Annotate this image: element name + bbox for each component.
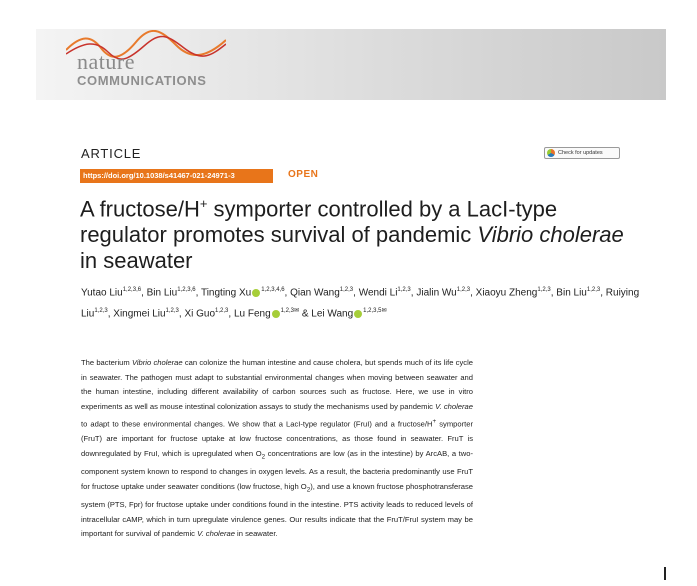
author-name[interactable]: Tingting Xu — [200, 287, 252, 299]
author-name[interactable]: Lu Feng — [233, 308, 271, 320]
author-name[interactable]: Xiaoyu Zheng — [475, 287, 538, 299]
orcid-icon[interactable] — [354, 310, 362, 318]
author-affiliation: 1,2,3 — [165, 308, 179, 315]
author-affiliation: 1,2,3,6 — [122, 287, 142, 293]
author-affiliation: 1,2,3 — [94, 308, 108, 315]
check-for-updates-label: Check for updates — [558, 150, 603, 156]
doi-link[interactable]: https://doi.org/10.1038/s41467-021-24971-3 — [80, 169, 273, 183]
abstract: The bacterium Vibrio cholerae can colonize the human intestine and cause cholera, but spends much of its life cycle in seawater. The pathogen must adapt to substantial environmental changes when moving between seawater and the human intestine, including different availability of carbon sources such as fructose. Here, we use in vitro experiments as well as mouse intestinal colonization assays to study the mechanisms used by pandemic V. cholerae to adapt to these environmental changes. We show that a LacI-type regulator (FruI) and a fructose/H+ symporter (FruT) are important for fructose uptake at low fructose concentrations, as those found in seawater. FruT is downregulated by FruI, which is upregulated when $O_2$ concentrations are low (as in the intestine) by ArcAB, a two-component system known to respond to changes in oxygen levels. As a result, the bacteria predominantly use FruT for fructose uptake under seawater conditions (low fructose, high $O_2$), and use a known fructose phosphotransferase system (PTS, Fpr) for fructose uptake under conditions found in the intestine. PTS activity leads to reduced levels of intracellular cAMP, which in turn upregulate virulence genes. Our results indicate that the FruT/FruI system may be important for survival of pandemic V. cholerae in seawater. — [81, 358, 473, 539]
article-title: A fructose/H+ symporter controlled by a LacI-type regulator promotes survival of pandemic Vibrio cholerae in seawater — [80, 196, 624, 274]
crossmark-icon — [547, 149, 555, 157]
open-access-badge: OPEN — [288, 169, 319, 180]
orcid-icon[interactable] — [252, 289, 260, 297]
article-type: ARTICLE — [81, 146, 142, 161]
author-name[interactable]: Lei Wang — [311, 308, 354, 320]
author-affiliation: 1,2,3 — [456, 287, 471, 293]
author-name[interactable]: Wendi Li — [358, 287, 398, 299]
author-name[interactable]: Bin Liu — [556, 287, 587, 299]
author-name[interactable]: Xi Guo — [184, 308, 216, 320]
author-affiliation: 1,2,3 — [339, 287, 354, 293]
text-cursor — [664, 567, 666, 580]
author-name[interactable]: Xingmei Liu — [113, 308, 166, 320]
author-list: Yutao Liu$^{1,2,3,6}$, Bin Liu$^{1,2,3,6}$, Tingting Xu $^{1,2,3,4,6}$, Qian Wang$^{1,2,3}$, Wendi Li$^{1,2,3}$, Jialin Wu$^{1,2,3}$, Xiaoyu Zheng$^{1,2,3}$, Bin Liu$^{1,2,3}$, Ruiying Liu$^{1,2,3}$, Xingmei Liu$^{1,2,3}$, Xi Guo$^{1,2,3}$, Lu Feng $^{1,2,3✉}$ & Lei Wang $^{1,2,3,5✉}$ — [81, 287, 640, 320]
author-name[interactable]: Jialin Wu — [416, 287, 457, 299]
check-for-updates-button[interactable] — [544, 147, 620, 159]
author-affiliation: 1,2,3 — [215, 308, 229, 315]
journal-subname: COMMUNICATIONS — [77, 73, 207, 88]
author-name[interactable]: Ruiying Liu — [81, 287, 640, 320]
author-name[interactable]: Bin Liu — [146, 287, 178, 299]
author-affiliation: 1,2,3 — [397, 287, 411, 293]
author-affiliation: 1,2,3 — [537, 287, 551, 293]
author-name[interactable]: Qian Wang — [290, 287, 340, 299]
author-affiliation: 1,2,3,6 — [177, 287, 196, 293]
author-affiliation: 1,2,3,4,6 — [261, 287, 285, 293]
orcid-icon[interactable] — [272, 310, 280, 318]
author-affiliation: 1,2,3✉ — [280, 308, 300, 315]
journal-name: nature — [77, 49, 135, 74]
author-affiliation: 1,2,3,5✉ — [363, 308, 387, 315]
author-name[interactable]: Yutao Liu — [81, 287, 123, 299]
author-affiliation: 1,2,3 — [586, 287, 601, 293]
